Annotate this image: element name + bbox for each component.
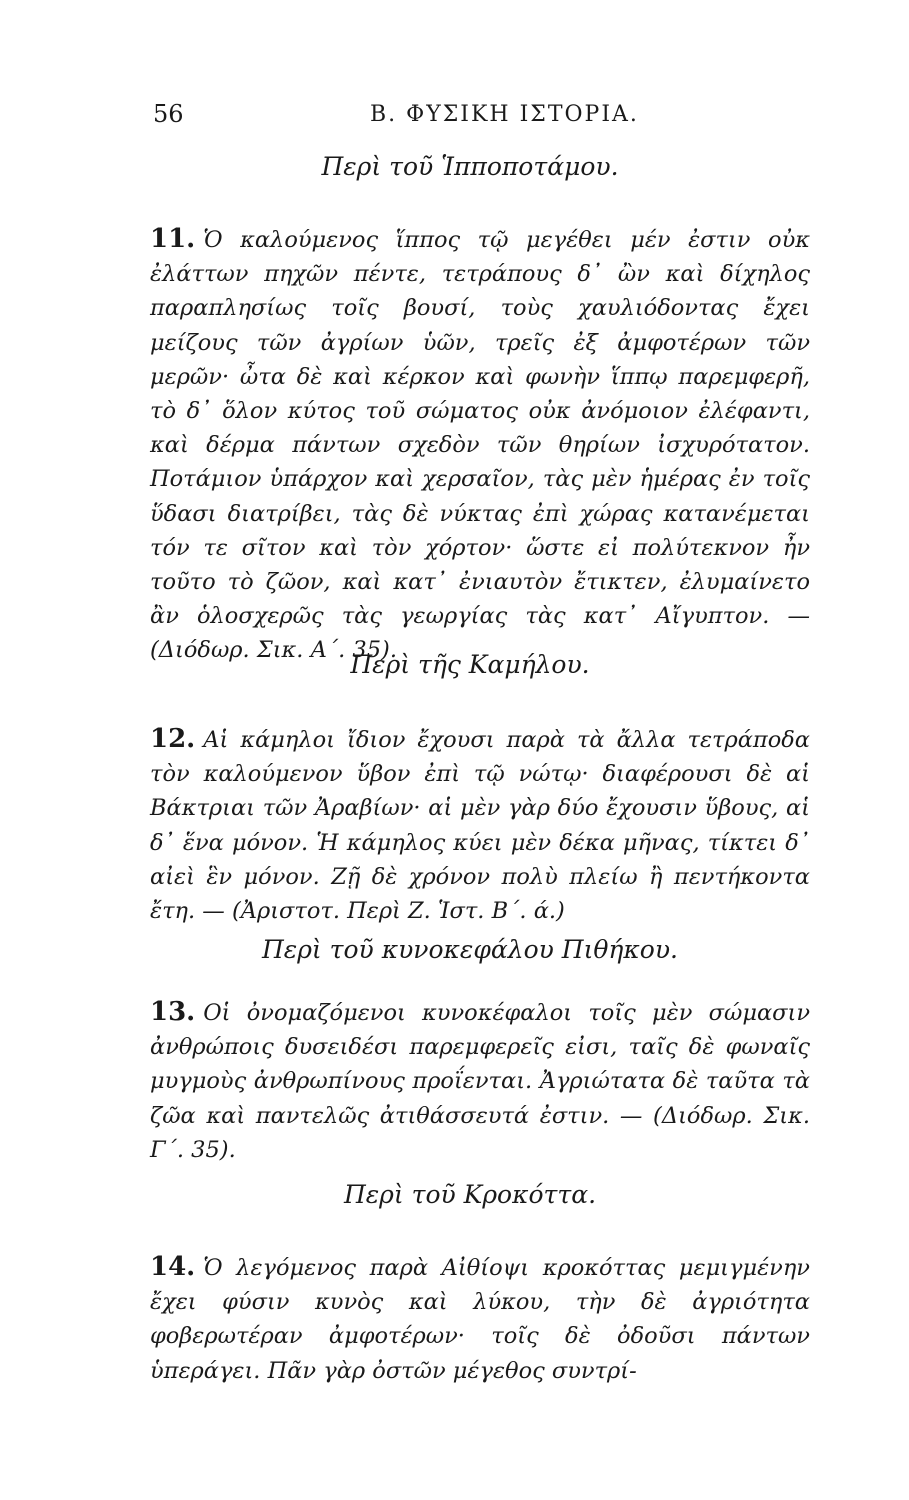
paragraph-text: Ὁ λεγόμενος παρὰ Αἰθίοψι κροκόττας μεμιγμένην ἔχει φύσιν κυνὸς καὶ λύκου, τὴν δὲ ἀγριότητα φοβερωτέραν ἀμφοτέρων· τοῖς δὲ ὀδοῦσι πάντων ὑπεράγει. Πᾶν γὰρ ὀστῶν μέγεθος συντρί- (150, 1255, 810, 1384)
section-paragraph (150, 995, 810, 1167)
section-heading: Περὶ τῆς Καμήλου. (350, 650, 590, 679)
paragraph-text: Οἱ ὀνομαζόμενοι κυνοκέφαλοι τοῖς μὲν σώμασιν ἀνθρώποις δυσειδέσι παρεμφερεῖς εἰσι, ταῖς δὲ φωναῖς μυγμοὺς ἀνθρωπίνους προΐενται. Ἀγριώτατα δὲ ταῦτα τὰ ζῶα καὶ παντελῶς ἀτιθάσσευτά ἐστιν. — (Διόδωρ. Σικ. Γ΄. 35). (150, 1000, 810, 1163)
section-paragraph (150, 222, 810, 668)
section-paragraph (150, 1250, 810, 1388)
section-number: 12. (150, 724, 196, 754)
page-number: 56 (153, 100, 184, 128)
section-heading: Περὶ τοῦ κυνοκεφάλου Πιθήκου. (262, 935, 678, 964)
section-number: 13. (150, 997, 196, 1027)
paragraph-text: Ὁ καλούμενος ἵππος τῷ μεγέθει μέν ἐστιν οὐκ ἐλάττων πηχῶν πέντε, τετράπους δ᾽ ὢν καὶ δίχηλος παραπλησίως τοῖς βουσί, τοὺς χαυλιόδοντας ἔχει μείζους τῶν ἀγρίων ὑῶν, τρεῖς ἐξ ἀμφοτέρων τῶν μερῶν· ὦτα δὲ καὶ κέρκον καὶ φωνὴν ἵππῳ παρεμφερῆ, τὸ δ᾽ ὅλον κύτος τοῦ σώματος οὐκ ἀνόμοιον ἐλέφαντι, καὶ δέρμα πάντων σχεδὸν τῶν θηρίων ἰσχυρότατον. Ποτάμιον ὑπάρχον καὶ χερσαῖον, τὰς μὲν ἡμέρας ἐν τοῖς ὕδασι διατρίβει, τὰς δὲ νύκτας ἐπὶ χώρας κατανέμεται τόν τε σῖτον καὶ τὸν χόρτον· ὥστε εἰ πολύτεκνον ἦν τοῦτο τὸ ζῶον, καὶ κατ᾽ ἐνιαυτὸν ἔτικτεν, ἐλυμαίνετο ἂν ὁλοσχερῶς τὰς γεωργίας τὰς κατ᾽ Αἴγυπτον. — (Διόδωρ. Σικ. Α΄. 35). (150, 227, 810, 664)
section-number: 14. (150, 1252, 196, 1282)
section-heading: Περὶ τοῦ Ἱπποποτάμου. (321, 152, 619, 181)
running-head: Β. ΦΥΣΙΚΗ ΙΣΤΟΡΙΑ. (370, 102, 639, 127)
section-number: 11. (150, 224, 196, 254)
paragraph-text: Αἱ κάμηλοι ἴδιον ἔχουσι παρὰ τὰ ἄλλα τετράποδα τὸν καλούμενον ὕβον ἐπὶ τῷ νώτῳ· διαφέρουσι δὲ αἱ Βάκτριαι τῶν Ἀραβίων· αἱ μὲν γὰρ δύο ἔχουσιν ὕβους, αἱ δ᾽ ἕνα μόνον. Ἡ κάμηλος κύει μὲν δέκα μῆνας, τίκτει δ᾽ αἰεὶ ἓν μόνον. Ζῇ δὲ χρόνον πολὺ πλείω ἢ πεντήκοντα ἔτη. — (Ἀριστοτ. Περὶ Ζ. Ἱστ. Β΄. ά.) (150, 727, 810, 925)
section-heading: Περὶ τοῦ Κροκόττα. (343, 1180, 597, 1209)
page-header (0, 100, 909, 140)
section-paragraph (150, 722, 810, 928)
